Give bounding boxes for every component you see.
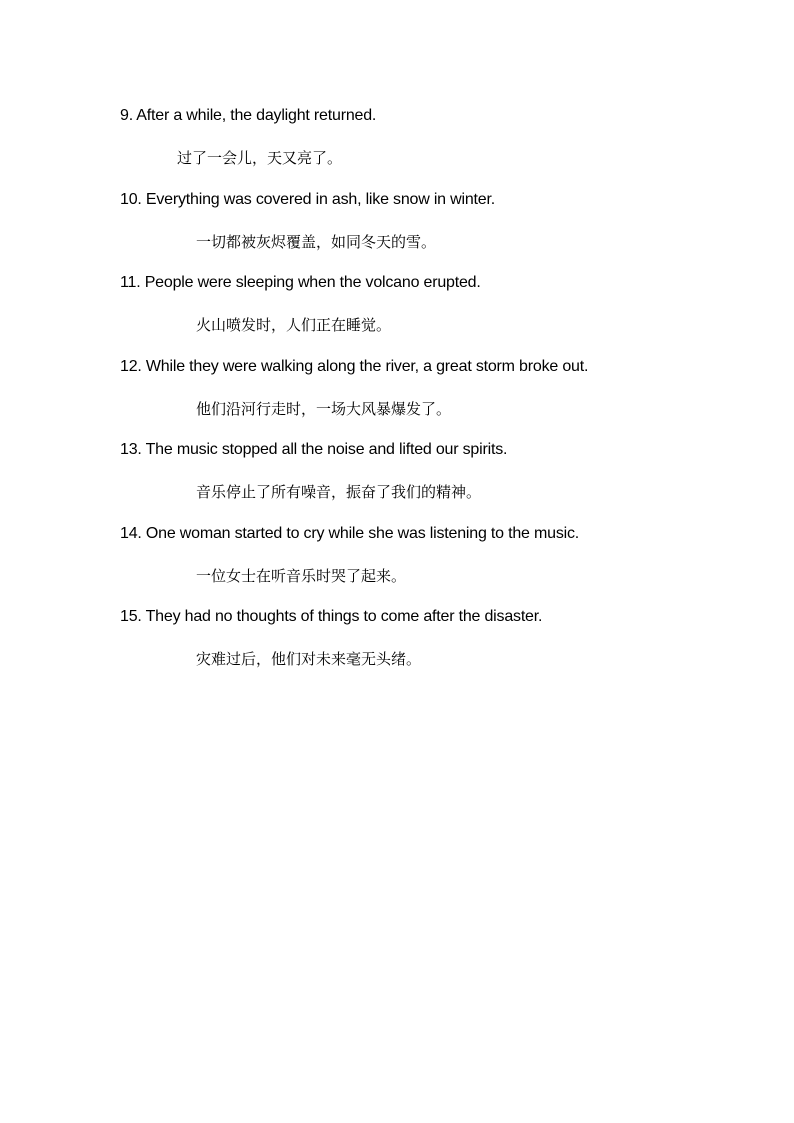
english-sentence: 15. They had no thoughts of things to come after the disaster. [120, 608, 543, 625]
chinese-translation: 一切都被灰烬覆盖，如同冬天的雪。 [196, 232, 437, 251]
sentence-entry-15 [120, 607, 760, 669]
english-sentence: 13. The music stopped all the noise and lifted our spirits. [120, 441, 508, 458]
sentence-entry-10 [120, 190, 760, 252]
english-sentence: 9. After a while, the daylight returned. [120, 107, 377, 124]
sentence-list [120, 106, 760, 669]
chinese-translation: 他们沿河行走时，一场大风暴爆发了。 [196, 399, 452, 418]
english-sentence: 14. One woman started to cry while she was listening to the music. [120, 524, 580, 542]
chinese-translation: 火山喷发时，人们正在睡觉。 [196, 316, 392, 334]
sentence-entry-14 [120, 524, 760, 586]
english-sentence: 12. While they were walking along the river, a great storm broke out. [120, 357, 589, 375]
sentence-entry-11 [120, 273, 760, 335]
chinese-translation: 一位女士在听音乐时哭了起来。 [196, 566, 407, 585]
english-sentence: 10. Everything was covered in ash, like snow in winter. [120, 190, 495, 208]
sentence-entry-12 [120, 357, 760, 419]
sentence-entry-9 [120, 106, 760, 168]
chinese-translation: 过了一会儿，天又亮了。 [177, 149, 343, 167]
sentence-entry-13 [120, 440, 760, 502]
chinese-translation: 灾难过后，他们对未来毫无头绪。 [196, 650, 422, 668]
english-sentence: 11. People were sleeping when the volcano erupted. [120, 274, 481, 291]
chinese-translation: 音乐停止了所有噪音，振奋了我们的精神。 [196, 483, 482, 501]
